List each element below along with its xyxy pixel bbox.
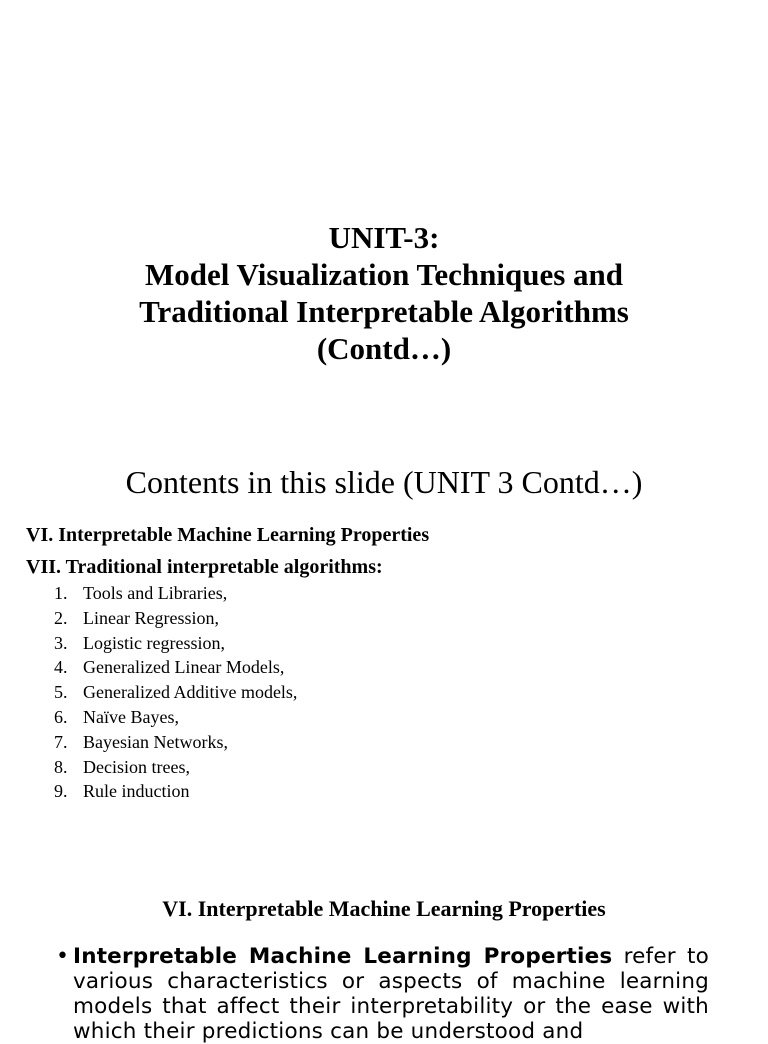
unit-title-line: UNIT-3:	[328, 220, 440, 255]
bullet-marker: •	[56, 944, 69, 969]
list-item-number: 5.	[54, 682, 68, 703]
unit-title	[0, 219, 768, 367]
bullet-bold-term: Interpretable Machine Learning Properties	[73, 944, 613, 969]
list-item-text: Naïve Bayes,	[83, 706, 179, 727]
list-item-text: Bayesian Networks,	[83, 731, 228, 752]
list-item-number: 1.	[54, 583, 68, 603]
unit-title-line: Traditional Interpretable Algorithms	[139, 294, 629, 329]
list-item-number: 6.	[54, 706, 68, 727]
list-item-number: 9.	[54, 781, 68, 802]
contents-heading: Contents in this slide (UNIT 3 Contd…)	[125, 464, 643, 500]
unit-title-line: (Contd…)	[316, 331, 452, 366]
section-vii-heading: VII. Traditional interpretable algorithms:	[26, 556, 383, 578]
list-item-text: Tools and Libraries,	[83, 583, 228, 603]
list-item-number: 4.	[54, 657, 68, 678]
list-item-text: Logistic regression,	[83, 632, 225, 653]
list-item-text: Generalized Additive models,	[83, 682, 298, 703]
unit-title-line: Model Visualization Techniques and	[144, 257, 624, 292]
list-item-text: Linear Regression,	[83, 607, 219, 628]
properties-heading: VI. Interpretable Machine Learning Properties	[162, 896, 606, 921]
properties-bullet-text	[73, 944, 709, 1044]
list-item-number: 3.	[54, 632, 68, 653]
list-item-text: Decision trees,	[83, 756, 190, 777]
list-item-number: 8.	[54, 756, 68, 777]
bullet-description: refer to various characteristics or aspects of machine learning models that affect their interpretability or the ease with which their predictions can be understood and	[73, 944, 709, 1044]
list-item-number: 2.	[54, 607, 68, 628]
list-item-text: Generalized Linear Models,	[83, 657, 285, 678]
section-vi-heading: VI. Interpretable Machine Learning Properties	[26, 524, 430, 546]
list-item-text: Rule induction	[83, 781, 190, 802]
list-item-number: 7.	[54, 731, 68, 752]
